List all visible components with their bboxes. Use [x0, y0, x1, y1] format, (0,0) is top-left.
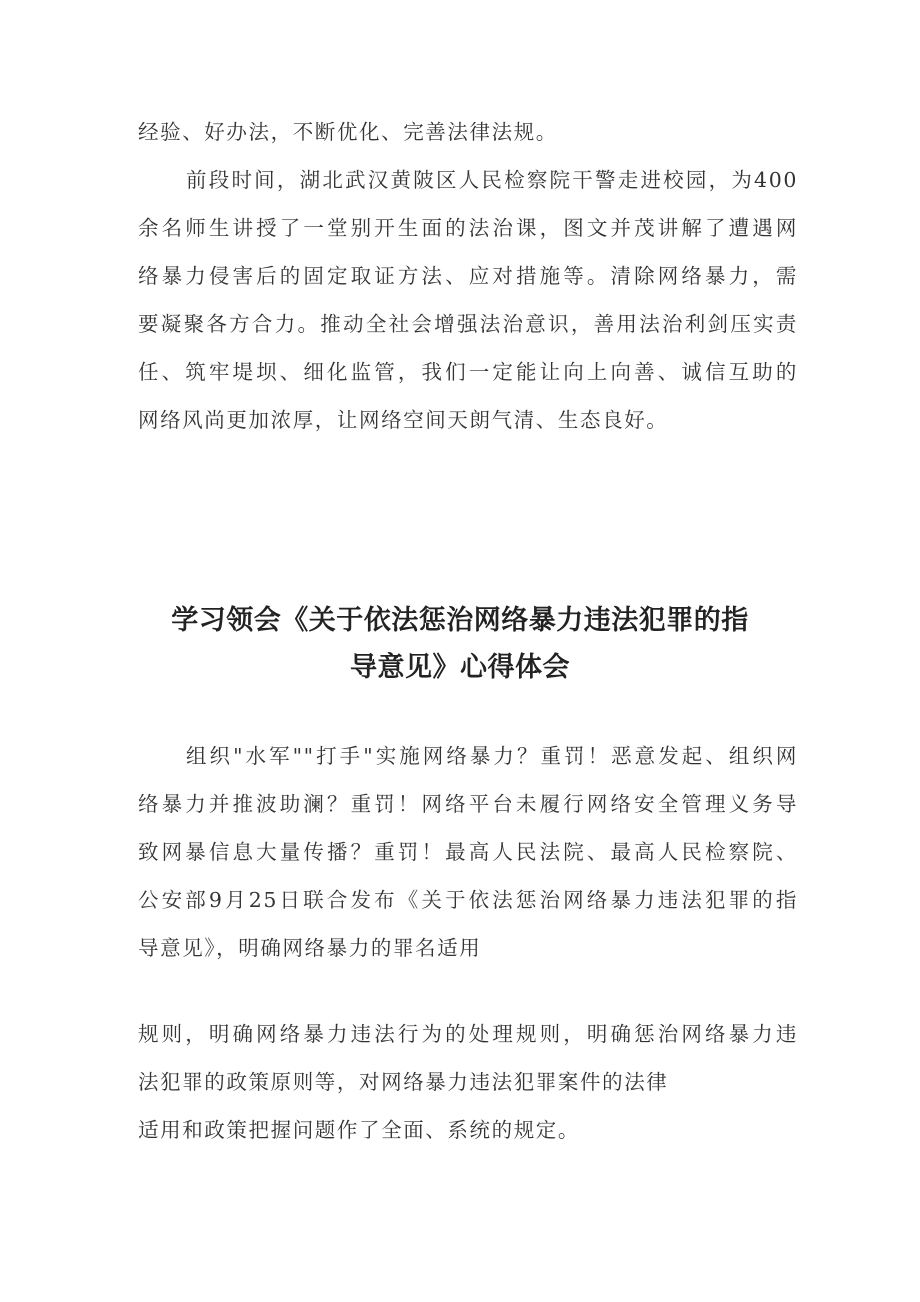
paragraph-2-line-1: 前段时间，湖北武汉黄陂区人民检察院干警走进校园，为400: [186, 168, 798, 192]
paragraph-3-line-3: 致网暴信息大量传播？重罚！最高人民法院、最高人民检察院、: [138, 840, 798, 864]
paragraph-2-line-5: 任、筑牢堤坝、细化监管，我们一定能让向上向善、诚信互助的: [138, 360, 798, 384]
paragraph-3-line-5: 导意见》，明确网络暴力的罪名适用: [138, 936, 482, 960]
paragraph-2-line-4: 要凝聚各方合力。推动全社会增强法治意识，善用法治利剑压实责: [138, 312, 798, 336]
paragraph-4-line-3: 适用和政策把握问题作了全面、系统的规定。: [138, 1118, 580, 1142]
section-title-line-2: 导意见》心得体会: [350, 652, 570, 683]
paragraph-3-line-2: 络暴力并推波助澜？重罚！网络平台未履行网络安全管理义务导: [138, 792, 798, 816]
paragraph-2-line-3: 络暴力侵害后的固定取证方法、应对措施等。清除网络暴力，需: [138, 264, 798, 288]
paragraph-3-line-1: 组织"水军""打手"实施网络暴力？重罚！恶意发起、组织网: [186, 744, 798, 768]
paragraph-2-line-6: 网络风尚更加浓厚，让网络空间天朗气清、生态良好。: [138, 408, 669, 432]
section-title-line-1: 学习领会《关于依法惩治网络暴力违法犯罪的指: [171, 605, 749, 636]
paragraph-1-line-1: 经验、好办法，不断优化、完善法律法规。: [138, 120, 558, 144]
paragraph-3-line-4: 公安部9月25日联合发布《关于依法惩治网络暴力违法犯罪的指: [138, 888, 798, 912]
paragraph-2-line-2: 余名师生讲授了一堂别开生面的法治课，图文并茂讲解了遭遇网: [138, 216, 798, 240]
paragraph-4-line-2: 法犯罪的政策原则等，对网络暴力违法犯罪案件的法律: [138, 1070, 669, 1094]
paragraph-4-line-1: 规则，明确网络暴力违法行为的处理规则，明确惩治网络暴力违: [138, 1022, 798, 1046]
